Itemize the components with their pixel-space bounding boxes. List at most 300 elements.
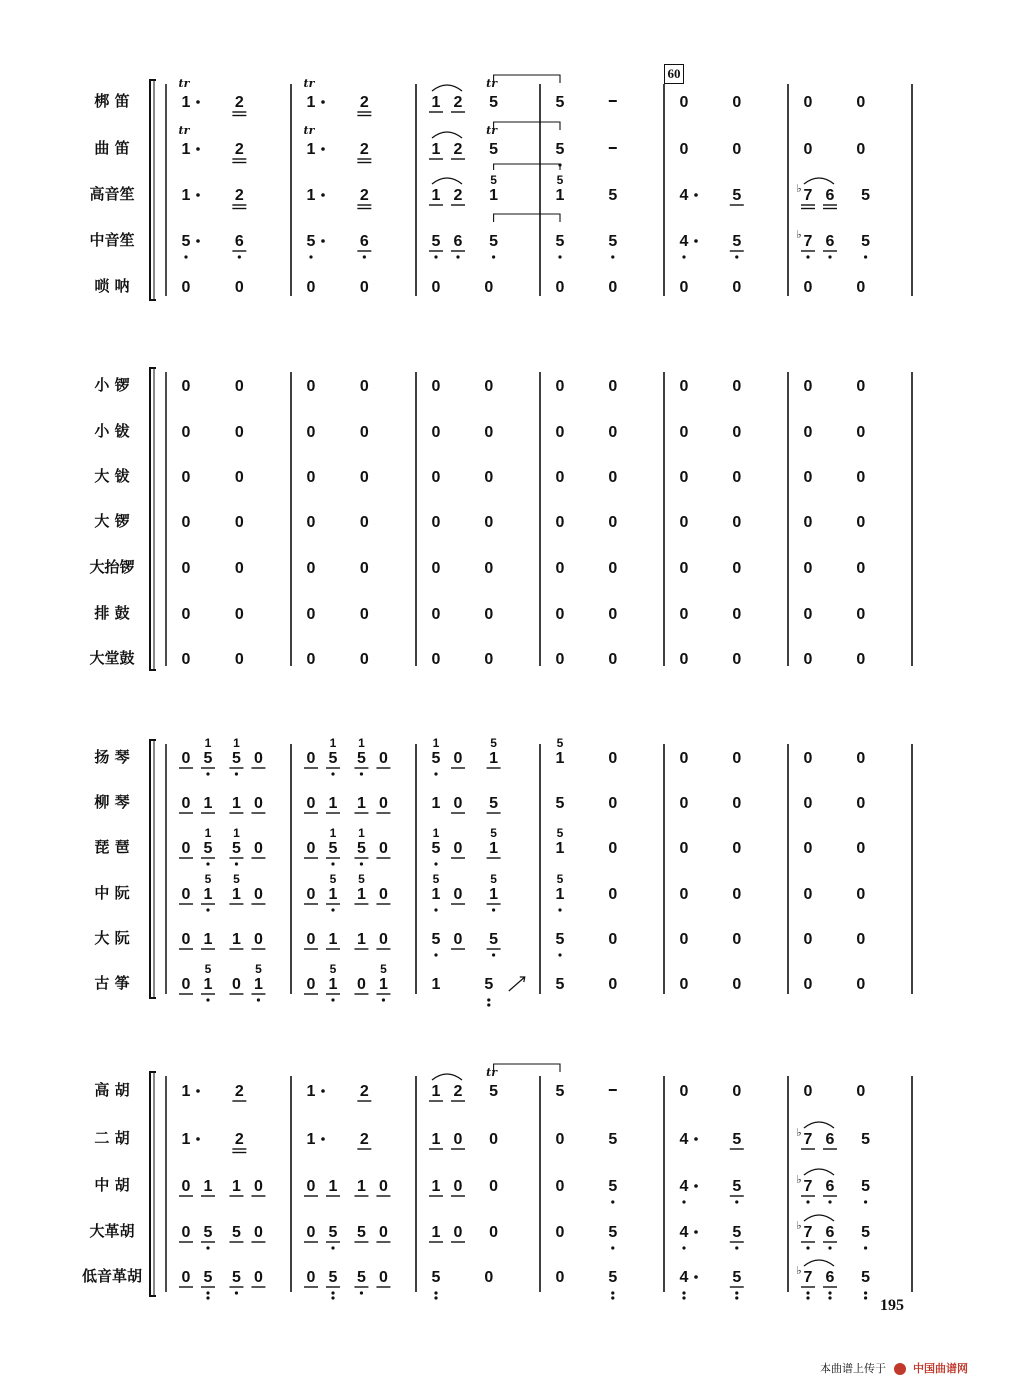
note [304, 750, 318, 768]
octave-dot [735, 1246, 738, 1249]
slur [804, 1169, 834, 1175]
note [360, 378, 369, 395]
note [856, 424, 865, 441]
note-digit: 2 [453, 94, 463, 111]
note-digit: 0 [803, 606, 813, 623]
staff-row [94, 604, 865, 623]
note [856, 606, 865, 623]
note [360, 606, 369, 623]
note-digit: 0 [679, 141, 689, 158]
note [556, 233, 565, 259]
note-digit: 5 [203, 840, 213, 857]
octave-dot [864, 1296, 867, 1299]
note [179, 1269, 193, 1287]
note-digit: 0 [679, 514, 689, 531]
note [608, 1131, 617, 1148]
note-digit: 0 [484, 469, 494, 486]
note-digit: 0 [856, 1083, 866, 1100]
note-digit: 5 [306, 233, 316, 250]
note [251, 886, 265, 904]
note-digit: 1 [203, 886, 213, 903]
note-digit: 0 [803, 560, 813, 577]
note [484, 378, 493, 395]
note [732, 424, 741, 441]
staff-row [94, 1169, 870, 1204]
note [732, 378, 741, 395]
footer-brand[interactable]: 中国曲谱网 [913, 1362, 968, 1375]
note-digit: 0 [453, 931, 463, 948]
note-digit: 0 [181, 279, 191, 296]
note [182, 560, 191, 577]
note [489, 233, 498, 259]
note [354, 1224, 368, 1242]
note [487, 826, 501, 858]
note-digit: 0 [856, 514, 866, 531]
note-digit: 0 [378, 886, 388, 903]
note-digit: 4 [679, 1178, 689, 1195]
note-digit: 1 [231, 931, 241, 948]
note [182, 1083, 200, 1100]
staff-row [94, 929, 865, 957]
note-digit: 2 [234, 141, 244, 158]
note [354, 931, 368, 949]
duration-dot [321, 239, 325, 243]
note [608, 931, 617, 948]
note [376, 795, 390, 813]
note [451, 886, 465, 904]
instrument-label: 柳 琴 [94, 793, 130, 811]
note-digit: 4 [679, 187, 689, 204]
note [732, 931, 741, 948]
staff-row [94, 1122, 870, 1153]
note-digit: 1 [181, 1131, 191, 1148]
note [856, 651, 865, 668]
note [182, 424, 191, 441]
note-digit: 7 [803, 1269, 813, 1286]
note [354, 736, 368, 776]
octave-dot [206, 862, 209, 865]
note [360, 279, 369, 296]
note-digit: 0 [732, 141, 742, 158]
note-digit: 0 [608, 651, 618, 668]
note [608, 514, 617, 531]
note [235, 469, 244, 486]
note-digit: 0 [234, 424, 244, 441]
note [732, 840, 741, 857]
note-digit: 0 [679, 424, 689, 441]
note [823, 233, 837, 259]
slur [804, 1260, 834, 1266]
note-digit: 0 [555, 1224, 565, 1241]
slur [804, 1215, 834, 1221]
note [229, 931, 243, 949]
trill-mark: tr [486, 77, 498, 90]
note-digit: 0 [732, 1083, 742, 1100]
note-digit: 0 [679, 976, 689, 993]
instrument-label: 小 锣 [94, 376, 130, 394]
note [307, 1083, 325, 1100]
chord-note: 1 [358, 826, 365, 840]
staff-row [94, 826, 865, 866]
staff-row [89, 1215, 870, 1250]
note-digit: 0 [732, 94, 742, 111]
note-digit: 0 [608, 424, 618, 441]
note [680, 233, 698, 259]
note [432, 826, 441, 866]
flat-sign: ♭ [796, 183, 802, 195]
note-digit: 0 [359, 606, 369, 623]
note [451, 1178, 465, 1196]
note [201, 1178, 215, 1196]
note-digit: 2 [234, 94, 244, 111]
note-digit: 0 [359, 424, 369, 441]
note-digit: 0 [306, 976, 316, 993]
note-digit: 0 [453, 1178, 463, 1195]
note [304, 976, 318, 994]
note [730, 233, 744, 259]
note-digit: 6 [825, 1178, 835, 1195]
note-digit: 0 [253, 886, 263, 903]
note-digit: 0 [181, 840, 191, 857]
note [432, 651, 441, 668]
staff-row [89, 164, 870, 209]
note [326, 1269, 340, 1300]
octave-dot [331, 862, 334, 865]
note [856, 750, 865, 767]
note [556, 469, 565, 486]
note [796, 1265, 815, 1300]
note-digit: 0 [484, 606, 494, 623]
duration-dot [196, 239, 200, 243]
chord-note: 5 [204, 962, 212, 976]
note-digit: 5 [489, 1083, 499, 1100]
note-digit: 0 [679, 560, 689, 577]
note-digit: 5 [181, 233, 191, 250]
note [376, 1224, 390, 1242]
note-digit: 0 [253, 840, 263, 857]
note [235, 424, 244, 441]
note [201, 1224, 215, 1250]
note [304, 886, 318, 904]
note [229, 1269, 243, 1295]
note-digit: 0 [181, 750, 191, 767]
octave-dot [434, 1296, 437, 1299]
note [856, 795, 865, 812]
octave-dot [434, 1291, 437, 1294]
note [680, 1178, 698, 1204]
note-digit: 2 [359, 94, 369, 111]
note [856, 141, 865, 158]
note-digit: 5 [431, 931, 441, 948]
note-digit: 5 [861, 1178, 871, 1195]
octave-dot [492, 908, 495, 911]
note-digit: 0 [555, 606, 565, 623]
note [429, 1083, 443, 1101]
note-digit: 7 [803, 1178, 813, 1195]
note [489, 1131, 498, 1148]
note-digit: 1 [356, 795, 366, 812]
note-digit: 0 [608, 750, 618, 767]
note-digit: 0 [679, 94, 689, 111]
note [376, 1269, 390, 1287]
note [680, 187, 698, 204]
note [608, 651, 617, 668]
trill-mark: tr [486, 124, 498, 137]
duration-dot [321, 100, 325, 104]
octave-dot [682, 1291, 685, 1294]
note-digit: 0 [378, 750, 388, 767]
note [556, 173, 565, 204]
note [326, 1178, 340, 1196]
tie [494, 1064, 560, 1072]
note-digit: 1 [306, 141, 316, 158]
note-digit: 5 [608, 1178, 618, 1195]
note [182, 378, 191, 395]
note [251, 1269, 265, 1287]
note [307, 469, 316, 486]
octave-dot [456, 255, 459, 258]
note [732, 750, 741, 767]
note [360, 469, 369, 486]
note-digit: 7 [803, 1131, 813, 1148]
note-digit: 1 [431, 1178, 441, 1195]
note-digit: 1 [356, 886, 366, 903]
note [804, 141, 813, 158]
note [326, 962, 340, 1002]
note-digit: 7 [803, 187, 813, 204]
note-digit: 0 [803, 514, 813, 531]
note-digit: 5 [861, 187, 871, 204]
note [556, 976, 565, 993]
note [484, 1269, 493, 1286]
note [680, 1131, 698, 1148]
note-digit: 0 [484, 424, 494, 441]
chord-note: 5 [490, 826, 497, 840]
note-digit: 0 [679, 378, 689, 395]
note [182, 514, 191, 531]
note-digit: 0 [803, 279, 813, 296]
note [856, 886, 865, 903]
note-digit: 0 [803, 931, 813, 948]
octave-dot [360, 1291, 363, 1294]
note [232, 1131, 246, 1153]
chord-note: 5 [556, 826, 564, 840]
note [304, 1178, 318, 1196]
octave-dot [235, 1291, 238, 1294]
note-digit: 1 [328, 1178, 338, 1195]
octave-dot [363, 255, 366, 258]
chord-note: 1 [233, 736, 240, 750]
note-digit: 5 [356, 1224, 366, 1241]
note-digit: 0 [484, 514, 494, 531]
duration-dot [196, 193, 200, 197]
note [804, 606, 813, 623]
octave-dot [206, 998, 209, 1001]
note-digit: 0 [732, 560, 742, 577]
duration-dot [694, 193, 698, 197]
footer-text: 本曲谱上传于 [820, 1362, 886, 1375]
note-digit: 0 [181, 469, 191, 486]
note [608, 187, 617, 204]
octave-dot [360, 772, 363, 775]
note-digit: 5 [203, 750, 213, 767]
note-digit: 0 [231, 976, 241, 993]
note-digit: 0 [679, 606, 689, 623]
octave-dot [331, 1296, 334, 1299]
note-digit: 0 [608, 795, 618, 812]
duration-dot [694, 1184, 698, 1188]
note-digit: 1 [306, 94, 316, 111]
chord-note: 5 [432, 872, 440, 886]
note-digit: 5 [431, 840, 441, 857]
note-digit: 0 [803, 141, 813, 158]
note [376, 886, 390, 904]
note-digit: 0 [378, 795, 388, 812]
note-digit: 5 [489, 795, 499, 812]
note [856, 560, 865, 577]
note [429, 94, 443, 112]
note-digit: 0 [555, 469, 565, 486]
note [432, 378, 441, 395]
note [376, 962, 390, 1002]
staff-row [94, 872, 865, 912]
instrument-label: 高音笙 [89, 185, 135, 203]
note [804, 469, 813, 486]
note-digit: 0 [359, 560, 369, 577]
note [307, 187, 325, 204]
note-digit: 0 [732, 469, 742, 486]
chord-note: 1 [204, 736, 212, 750]
note-digit: 5 [489, 233, 499, 250]
chord-note: 5 [490, 736, 497, 750]
note-digit: 2 [453, 1083, 463, 1100]
note [354, 1269, 368, 1295]
chord-note: 5 [204, 872, 212, 886]
note [680, 279, 689, 296]
note-digit: 0 [306, 514, 316, 531]
chord-note: 1 [358, 736, 365, 750]
page-number: 195 [880, 1297, 904, 1314]
note [432, 1269, 441, 1300]
note [432, 279, 441, 296]
note [487, 931, 501, 957]
system-bracket [150, 368, 156, 670]
octave-dot [682, 1246, 685, 1249]
octave-dot [558, 908, 561, 911]
chord-note: 5 [380, 962, 387, 976]
note-digit: 0 [679, 651, 689, 668]
note-digit: 0 [732, 795, 742, 812]
note [232, 233, 246, 259]
note [251, 1224, 265, 1242]
note-digit: 0 [306, 1269, 316, 1286]
octave-dot [257, 998, 260, 1001]
note [179, 1224, 193, 1242]
octave-dot [806, 1200, 809, 1203]
note [229, 826, 243, 866]
note-digit: 0 [234, 651, 244, 668]
note-digit: 6 [453, 233, 463, 250]
note-digit: 0 [431, 606, 441, 623]
note [432, 736, 441, 776]
note [730, 1224, 744, 1250]
note-digit: 1 [328, 886, 338, 903]
note-digit: 1 [431, 795, 441, 812]
note-digit: 0 [732, 750, 742, 767]
octave-dot [735, 1291, 738, 1294]
note [489, 1178, 498, 1195]
trill-mark: tr [178, 124, 190, 137]
note [376, 931, 390, 949]
octave-dot [864, 1291, 867, 1294]
note-digit: 1 [431, 1224, 441, 1241]
instrument-label: 大 阮 [94, 929, 130, 947]
duration-dot [694, 1137, 698, 1141]
note [182, 651, 191, 668]
octave-dot [735, 1296, 738, 1299]
note-digit: 5 [356, 840, 366, 857]
note [235, 378, 244, 395]
note [556, 378, 565, 395]
note [201, 1269, 215, 1300]
note-digit: 0 [181, 560, 191, 577]
group-winds [89, 75, 912, 300]
note-digit: 2 [453, 187, 463, 204]
instrument-label: 曲 笛 [94, 139, 130, 157]
staff-row [94, 277, 865, 296]
note-digit: 0 [181, 378, 191, 395]
note-digit: 0 [732, 840, 742, 857]
note-digit: 5 [356, 1269, 366, 1286]
note-digit: 1 [203, 931, 213, 948]
note [861, 1131, 870, 1148]
octave-dot [611, 1296, 614, 1299]
note-digit: 0 [431, 424, 441, 441]
chord-note: 1 [204, 826, 212, 840]
note-digit: 0 [431, 378, 441, 395]
octave-dot [331, 998, 334, 1001]
staff-row [82, 1260, 870, 1300]
note [861, 1178, 870, 1204]
note [487, 736, 501, 768]
note [326, 1224, 340, 1250]
note [229, 872, 243, 904]
duration-dot [321, 1137, 325, 1141]
note-digit: 5 [328, 840, 338, 857]
note [556, 279, 565, 296]
note-digit: 0 [679, 795, 689, 812]
note [732, 651, 741, 668]
note [432, 606, 441, 623]
note [732, 141, 741, 158]
note-digit: 2 [359, 187, 369, 204]
note-digit: 0 [453, 840, 463, 857]
note-digit: 2 [234, 1131, 244, 1148]
note-digit: 0 [306, 560, 316, 577]
note [251, 962, 265, 1002]
duration-dot [196, 100, 200, 104]
octave-dot [331, 772, 334, 775]
note-digit: 0 [181, 931, 191, 948]
note [680, 424, 689, 441]
note-digit: 0 [253, 1224, 263, 1241]
note-digit: 0 [181, 606, 191, 623]
note-digit: 5 [732, 1178, 742, 1195]
note [608, 976, 617, 993]
note [804, 1083, 813, 1100]
note [182, 1131, 200, 1148]
note-digit: 0 [608, 840, 618, 857]
